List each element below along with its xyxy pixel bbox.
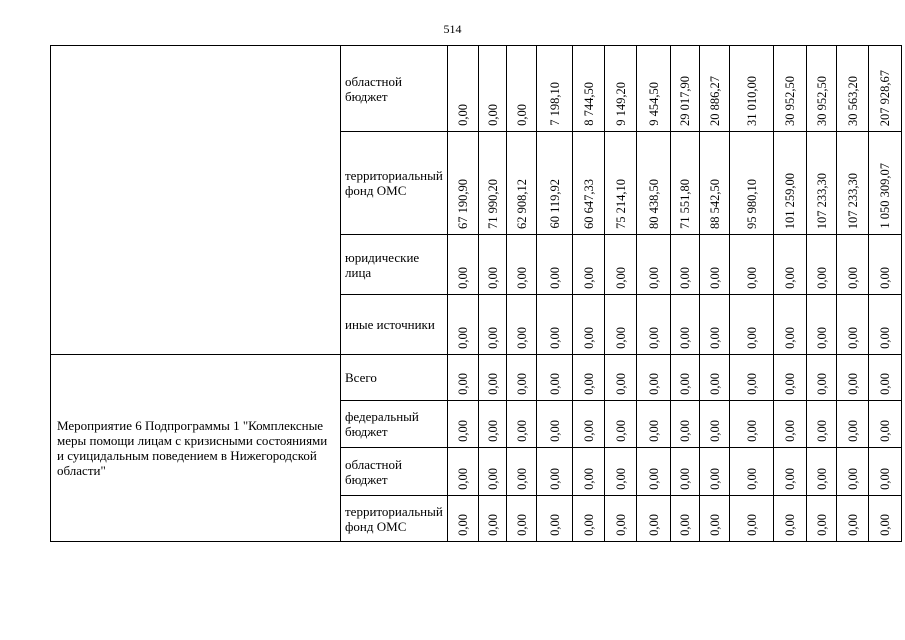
- value-text: 0,00: [456, 327, 470, 349]
- value-cell: [730, 235, 774, 295]
- value-text: 0,00: [646, 420, 661, 442]
- value-text: 0,00: [581, 420, 596, 442]
- value-text: 30 952,50: [783, 76, 797, 126]
- value-text: 0,00: [707, 373, 722, 395]
- value-cell: [605, 132, 637, 235]
- value-cell: [479, 235, 507, 295]
- value-text: 0,00: [613, 373, 628, 395]
- value-text: 0,00: [783, 373, 797, 395]
- value-text: 0,00: [707, 327, 722, 349]
- value-text: 0,00: [744, 373, 759, 395]
- value-cell: [637, 496, 671, 542]
- value-cell: [700, 295, 730, 355]
- value-text: 0,00: [485, 514, 500, 536]
- value-text: 0,00: [783, 420, 797, 442]
- value-text: 0,00: [744, 420, 759, 442]
- value-text: 0,00: [613, 327, 628, 349]
- value-cell: [671, 235, 700, 295]
- value-text: 0,00: [707, 468, 722, 490]
- value-cell: [700, 46, 730, 132]
- value-text: 9 454,50: [646, 82, 661, 126]
- value-cell: [507, 448, 537, 496]
- value-text: 20 886,27: [707, 76, 722, 126]
- value-text: 31 010,00: [744, 76, 759, 126]
- value-cell: [573, 448, 605, 496]
- value-text: 0,00: [646, 327, 661, 349]
- value-cell: [730, 355, 774, 401]
- value-cell: [730, 46, 774, 132]
- budget-table: [50, 45, 902, 542]
- value-text: 60 647,33: [581, 179, 596, 229]
- value-text: 0,00: [878, 514, 892, 536]
- value-cell: [671, 295, 700, 355]
- value-text: 107 233,30: [814, 172, 829, 229]
- value-text: 0,00: [744, 327, 759, 349]
- value-cell: [637, 448, 671, 496]
- funding-source: иные источники: [341, 295, 448, 355]
- value-text: 0,00: [514, 373, 529, 395]
- value-text: 8 744,50: [581, 82, 596, 126]
- value-cell: [774, 355, 807, 401]
- value-cell: [671, 496, 700, 542]
- value-text: 0,00: [814, 327, 829, 349]
- value-text: 0,00: [547, 468, 562, 490]
- table-row: [51, 355, 902, 401]
- value-text: 0,00: [678, 267, 692, 289]
- value-text: 0,00: [485, 267, 500, 289]
- value-cell: [479, 496, 507, 542]
- value-text: 71 990,20: [485, 179, 500, 229]
- value-cell: [837, 401, 869, 448]
- value-text: 0,00: [581, 267, 596, 289]
- value-cell: [537, 132, 573, 235]
- value-text: 0,00: [744, 468, 759, 490]
- value-cell: [537, 448, 573, 496]
- value-cell: [537, 46, 573, 132]
- value-text: 0,00: [678, 468, 692, 490]
- value-cell: [807, 295, 837, 355]
- value-text: 0,00: [878, 468, 892, 490]
- value-text: 0,00: [613, 468, 628, 490]
- value-text: 0,00: [456, 373, 470, 395]
- value-text: 0,00: [845, 267, 860, 289]
- value-text: 0,00: [707, 514, 722, 536]
- value-cell: [807, 235, 837, 295]
- value-text: 0,00: [678, 327, 692, 349]
- value-text: 0,00: [845, 514, 860, 536]
- value-cell: [730, 496, 774, 542]
- value-text: 75 214,10: [613, 179, 628, 229]
- value-cell: [837, 355, 869, 401]
- value-cell: [605, 295, 637, 355]
- value-cell: [479, 46, 507, 132]
- value-text: 0,00: [783, 267, 797, 289]
- value-cell: [807, 46, 837, 132]
- value-text: 0,00: [814, 267, 829, 289]
- value-cell: [448, 46, 479, 132]
- value-cell: [700, 448, 730, 496]
- value-text: 0,00: [547, 327, 562, 349]
- value-text: 60 119,92: [547, 179, 562, 229]
- value-cell: [869, 448, 902, 496]
- value-text: 0,00: [845, 468, 860, 490]
- value-cell: [537, 401, 573, 448]
- block-1-description: [51, 46, 341, 355]
- value-cell: [837, 448, 869, 496]
- value-cell: [573, 355, 605, 401]
- value-cell: [700, 235, 730, 295]
- value-text: 0,00: [878, 373, 892, 395]
- value-cell: [637, 355, 671, 401]
- value-text: 0,00: [456, 514, 470, 536]
- value-text: 0,00: [707, 420, 722, 442]
- value-text: 0,00: [707, 267, 722, 289]
- value-cell: [774, 132, 807, 235]
- value-text: 0,00: [581, 327, 596, 349]
- value-cell: [637, 132, 671, 235]
- value-cell: [774, 46, 807, 132]
- value-text: 0,00: [845, 420, 860, 442]
- value-cell: [507, 46, 537, 132]
- value-cell: [774, 496, 807, 542]
- value-text: 0,00: [845, 373, 860, 395]
- value-text: 30 563,20: [845, 76, 860, 126]
- value-cell: [448, 235, 479, 295]
- value-cell: [573, 401, 605, 448]
- value-text: 0,00: [783, 468, 797, 490]
- value-cell: [448, 448, 479, 496]
- value-cell: [537, 496, 573, 542]
- value-text: 88 542,50: [707, 179, 722, 229]
- value-cell: [869, 401, 902, 448]
- value-text: 0,00: [613, 514, 628, 536]
- value-text: 7 198,10: [547, 82, 562, 126]
- value-text: 0,00: [814, 420, 829, 442]
- value-cell: [448, 295, 479, 355]
- value-cell: [774, 448, 807, 496]
- value-cell: [730, 132, 774, 235]
- value-cell: [479, 355, 507, 401]
- value-text: 0,00: [581, 373, 596, 395]
- page-number: 514: [443, 22, 462, 36]
- value-text: 0,00: [814, 373, 829, 395]
- value-cell: [573, 235, 605, 295]
- value-cell: [869, 295, 902, 355]
- value-cell: [774, 235, 807, 295]
- value-cell: [837, 46, 869, 132]
- value-cell: [448, 355, 479, 401]
- value-cell: [605, 496, 637, 542]
- value-text: 0,00: [485, 468, 500, 490]
- funding-source: областной бюджет: [341, 46, 448, 132]
- value-cell: [479, 448, 507, 496]
- value-cell: [837, 132, 869, 235]
- value-cell: [605, 448, 637, 496]
- value-text: 0,00: [547, 420, 562, 442]
- value-text: 0,00: [678, 514, 692, 536]
- value-cell: [448, 132, 479, 235]
- value-cell: [479, 295, 507, 355]
- value-cell: [837, 295, 869, 355]
- value-cell: [507, 132, 537, 235]
- value-cell: [700, 132, 730, 235]
- value-cell: [605, 401, 637, 448]
- value-text: 0,00: [678, 373, 692, 395]
- value-text: 95 980,10: [744, 179, 759, 229]
- value-cell: [869, 496, 902, 542]
- funding-source: территориальный фонд ОМС: [341, 132, 448, 235]
- value-text: 0,00: [547, 267, 562, 289]
- value-cell: [869, 46, 902, 132]
- value-cell: [807, 496, 837, 542]
- value-text: 0,00: [814, 468, 829, 490]
- value-text: 0,00: [646, 267, 661, 289]
- value-text: 0,00: [485, 420, 500, 442]
- value-cell: [807, 448, 837, 496]
- value-text: 0,00: [783, 327, 797, 349]
- value-cell: [869, 235, 902, 295]
- value-cell: [869, 132, 902, 235]
- value-text: 29 017,90: [678, 76, 692, 126]
- funding-source: областной бюджет: [341, 448, 448, 496]
- value-cell: [774, 401, 807, 448]
- value-cell: [537, 235, 573, 295]
- value-cell: [573, 496, 605, 542]
- value-text: 0,00: [514, 420, 529, 442]
- value-text: 80 438,50: [646, 179, 661, 229]
- value-cell: [700, 401, 730, 448]
- value-cell: [637, 401, 671, 448]
- value-cell: [637, 235, 671, 295]
- value-cell: [807, 401, 837, 448]
- value-cell: [869, 355, 902, 401]
- value-cell: [671, 401, 700, 448]
- value-text: 0,00: [514, 468, 529, 490]
- funding-source: федеральный бюджет: [341, 401, 448, 448]
- value-text: 0,00: [456, 104, 470, 126]
- value-text: 0,00: [744, 267, 759, 289]
- value-cell: [507, 496, 537, 542]
- value-text: 1 050 309,07: [878, 163, 892, 229]
- funding-source: Всего: [341, 355, 448, 401]
- value-cell: [479, 401, 507, 448]
- value-cell: [807, 132, 837, 235]
- value-text: 0,00: [878, 267, 892, 289]
- value-text: 207 928,67: [878, 69, 892, 126]
- funding-source: юридические лица: [341, 235, 448, 295]
- value-cell: [537, 355, 573, 401]
- value-text: 0,00: [845, 327, 860, 349]
- value-text: 30 952,50: [814, 76, 829, 126]
- block-2-description: Мероприятие 6 Подпрограммы 1 "Комплексные меры помощи лицам с кризисными состояниями и суицидальным поведением в Нижегородской области": [51, 355, 341, 542]
- value-text: 0,00: [514, 327, 529, 349]
- value-cell: [637, 46, 671, 132]
- value-text: 62 908,12: [514, 179, 529, 229]
- table-row: [51, 46, 902, 132]
- value-text: 0,00: [514, 267, 529, 289]
- value-text: 0,00: [613, 420, 628, 442]
- value-cell: [807, 355, 837, 401]
- value-text: 0,00: [678, 420, 692, 442]
- value-cell: [605, 235, 637, 295]
- value-text: 107 233,30: [845, 172, 860, 229]
- value-cell: [573, 132, 605, 235]
- value-cell: [507, 401, 537, 448]
- value-text: 0,00: [485, 373, 500, 395]
- value-cell: [837, 496, 869, 542]
- value-cell: [637, 295, 671, 355]
- value-cell: [605, 355, 637, 401]
- value-cell: [573, 46, 605, 132]
- value-cell: [700, 496, 730, 542]
- value-cell: [774, 295, 807, 355]
- value-text: 0,00: [547, 373, 562, 395]
- value-cell: [479, 132, 507, 235]
- funding-source: территориальный фонд ОМС: [341, 496, 448, 542]
- value-text: 0,00: [783, 514, 797, 536]
- value-text: 0,00: [646, 373, 661, 395]
- value-cell: [537, 295, 573, 355]
- value-cell: [448, 496, 479, 542]
- value-cell: [605, 46, 637, 132]
- value-text: 0,00: [744, 514, 759, 536]
- value-cell: [730, 401, 774, 448]
- value-text: 9 149,20: [613, 82, 628, 126]
- value-text: 0,00: [646, 468, 661, 490]
- value-cell: [730, 295, 774, 355]
- value-text: 0,00: [456, 267, 470, 289]
- value-text: 0,00: [878, 420, 892, 442]
- value-text: 0,00: [514, 104, 529, 126]
- value-text: 0,00: [581, 514, 596, 536]
- value-text: 0,00: [814, 514, 829, 536]
- value-text: 71 551,80: [678, 179, 692, 229]
- value-cell: [700, 355, 730, 401]
- value-cell: [507, 235, 537, 295]
- value-text: 0,00: [456, 420, 470, 442]
- value-text: 0,00: [878, 327, 892, 349]
- value-cell: [671, 355, 700, 401]
- value-text: 0,00: [485, 104, 500, 126]
- value-cell: [507, 355, 537, 401]
- value-cell: [573, 295, 605, 355]
- value-cell: [837, 235, 869, 295]
- value-text: 0,00: [581, 468, 596, 490]
- value-cell: [507, 295, 537, 355]
- value-cell: [671, 448, 700, 496]
- value-text: 0,00: [547, 514, 562, 536]
- value-text: 0,00: [485, 327, 500, 349]
- value-text: 0,00: [456, 468, 470, 490]
- value-cell: [730, 448, 774, 496]
- value-cell: [671, 46, 700, 132]
- value-text: 0,00: [514, 514, 529, 536]
- value-text: 0,00: [613, 267, 628, 289]
- value-text: 101 259,00: [783, 172, 797, 229]
- value-cell: [448, 401, 479, 448]
- value-text: 0,00: [646, 514, 661, 536]
- value-cell: [671, 132, 700, 235]
- value-text: 67 190,90: [456, 179, 470, 229]
